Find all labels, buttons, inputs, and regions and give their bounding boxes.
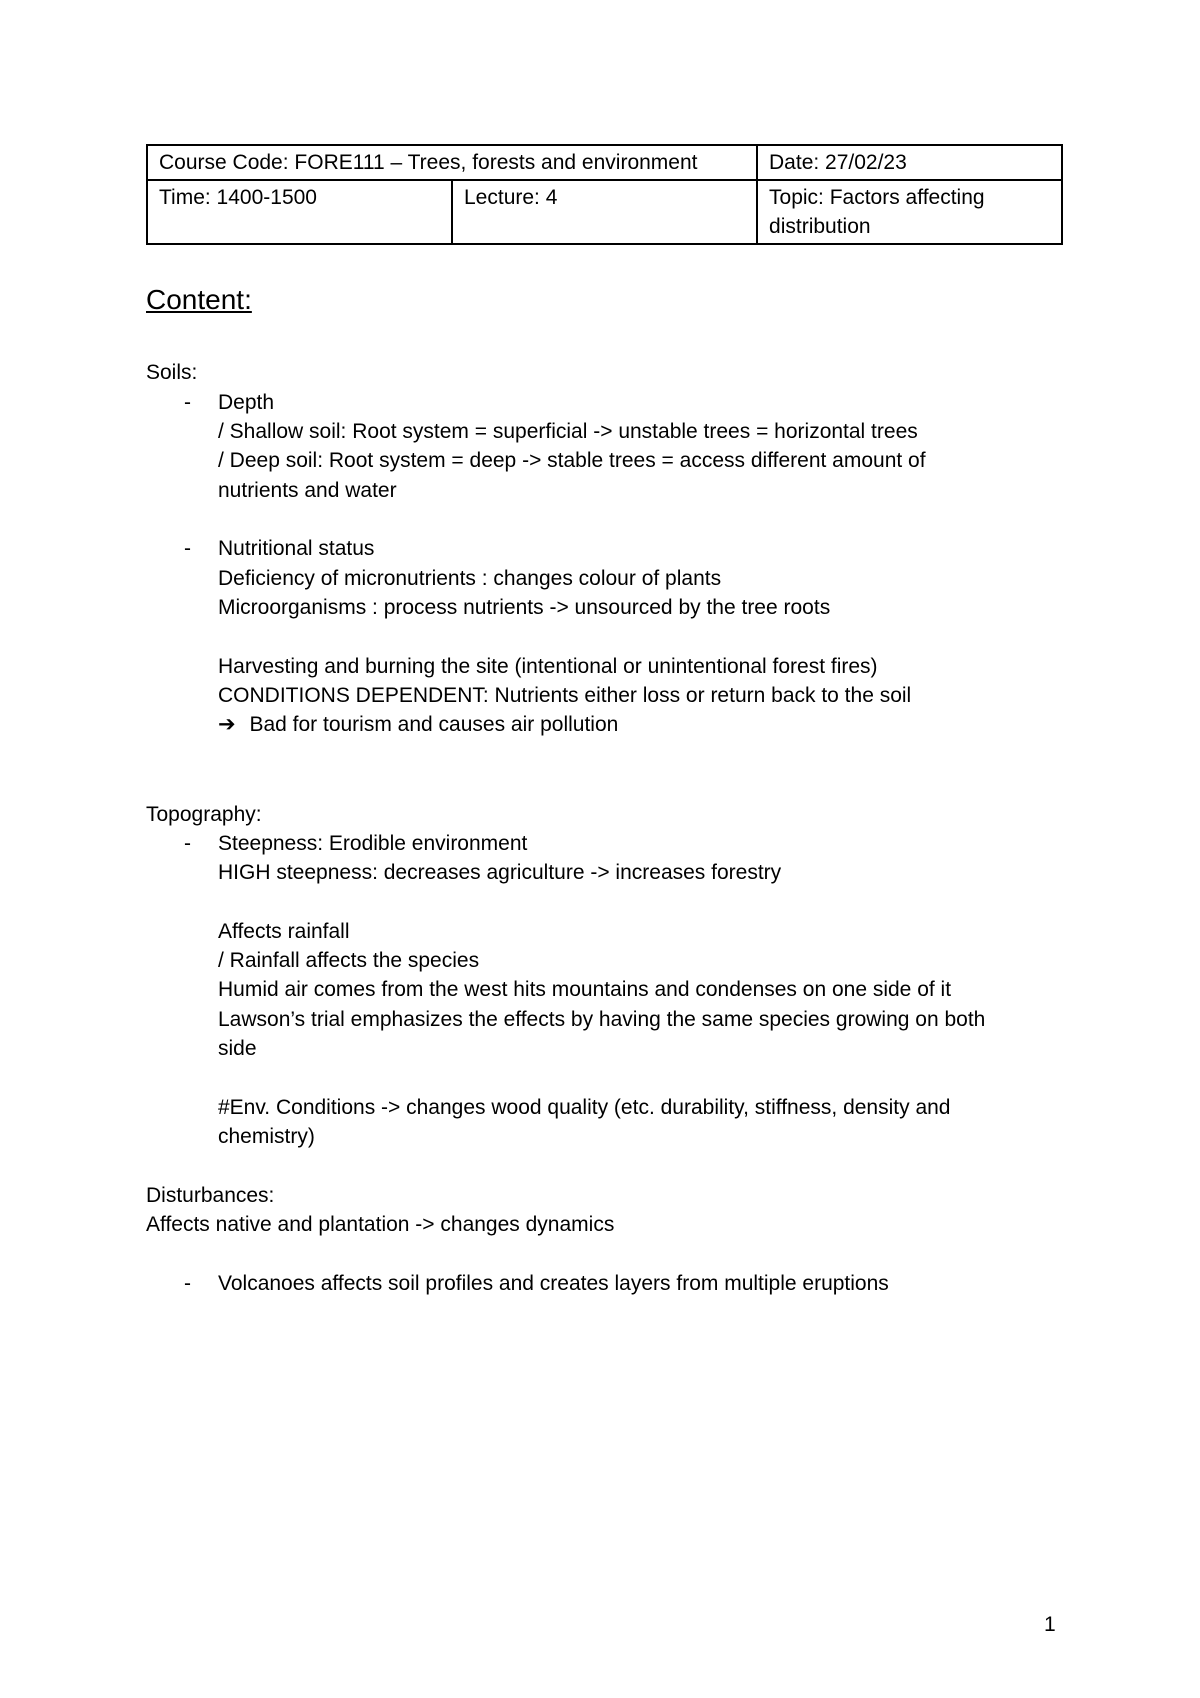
disturbances-heading: Disturbances:: [146, 1184, 275, 1207]
conditions-line: CONDITIONS DEPENDENT: Nutrients either loss or return back to the soil: [218, 684, 912, 707]
content-title: Content:: [146, 284, 252, 315]
bullet-dash: -: [184, 537, 191, 560]
shallow-soil-line: / Shallow soil: Root system = superficial -> unstable trees = horizontal trees: [218, 420, 918, 443]
lawson-trial-line: Lawson’s trial emphasizes the effects by having the same species growing on both: [218, 1008, 986, 1031]
env-conditions-line-continued: chemistry): [218, 1125, 315, 1148]
soils-heading: Soils:: [146, 361, 198, 384]
deep-soil-line: / Deep soil: Root system = deep -> stable trees = access different amount of: [218, 449, 926, 472]
bad-for-tourism-text: Bad for tourism and causes air pollution: [249, 713, 619, 736]
steepness-line: Steepness: Erodible environment: [218, 832, 528, 855]
harvesting-line: Harvesting and burning the site (intentional or unintentional forest fires): [218, 655, 878, 678]
bullet-dash: -: [184, 391, 191, 414]
deficiency-line: Deficiency of micronutrients : changes colour of plants: [218, 567, 722, 590]
disturbances-affects-line: Affects native and plantation -> changes dynamics: [146, 1213, 615, 1236]
header-row-1: [147, 145, 1062, 180]
topic-cell: [757, 180, 1062, 244]
bad-for-tourism-item: [218, 710, 618, 740]
nutritional-status-title: Nutritional status: [218, 537, 375, 560]
microorganisms-line: Microorganisms : process nutrients -> unsourced by the tree roots: [218, 596, 831, 619]
page-number: 1: [1044, 1613, 1056, 1636]
deep-soil-line-continued: nutrients and water: [218, 479, 397, 502]
topic-line-2: distribution: [769, 215, 871, 238]
bullet-dash: -: [184, 1272, 191, 1295]
right-arrow-icon: ➔: [218, 713, 236, 736]
affects-rainfall-line: Affects rainfall: [218, 920, 350, 943]
lecture-header-table: [146, 144, 1063, 245]
lecture-cell: Lecture: 4: [452, 180, 757, 244]
date-cell: Date: 27/02/23: [757, 145, 1062, 180]
lawson-trial-line-continued: side: [218, 1037, 257, 1060]
course-code-cell: Course Code: FORE111 – Trees, forests and environment: [147, 145, 757, 180]
humid-air-line: Humid air comes from the west hits mountains and condenses on one side of it: [218, 978, 952, 1001]
bullet-dash: -: [184, 832, 191, 855]
env-conditions-line: #Env. Conditions -> changes wood quality (etc. durability, stiffness, density and: [218, 1096, 951, 1119]
rainfall-species-line: / Rainfall affects the species: [218, 949, 480, 972]
header-row-2: [147, 180, 1062, 244]
high-steepness-line: HIGH steepness: decreases agriculture -> increases forestry: [218, 861, 782, 884]
topography-heading: Topography:: [146, 803, 262, 826]
depth-title: Depth: [218, 391, 275, 414]
topic-line-1: Topic: Factors affecting: [769, 186, 985, 209]
volcanoes-line: Volcanoes affects soil profiles and creates layers from multiple eruptions: [218, 1272, 889, 1295]
time-cell: Time: 1400-1500: [147, 180, 452, 244]
